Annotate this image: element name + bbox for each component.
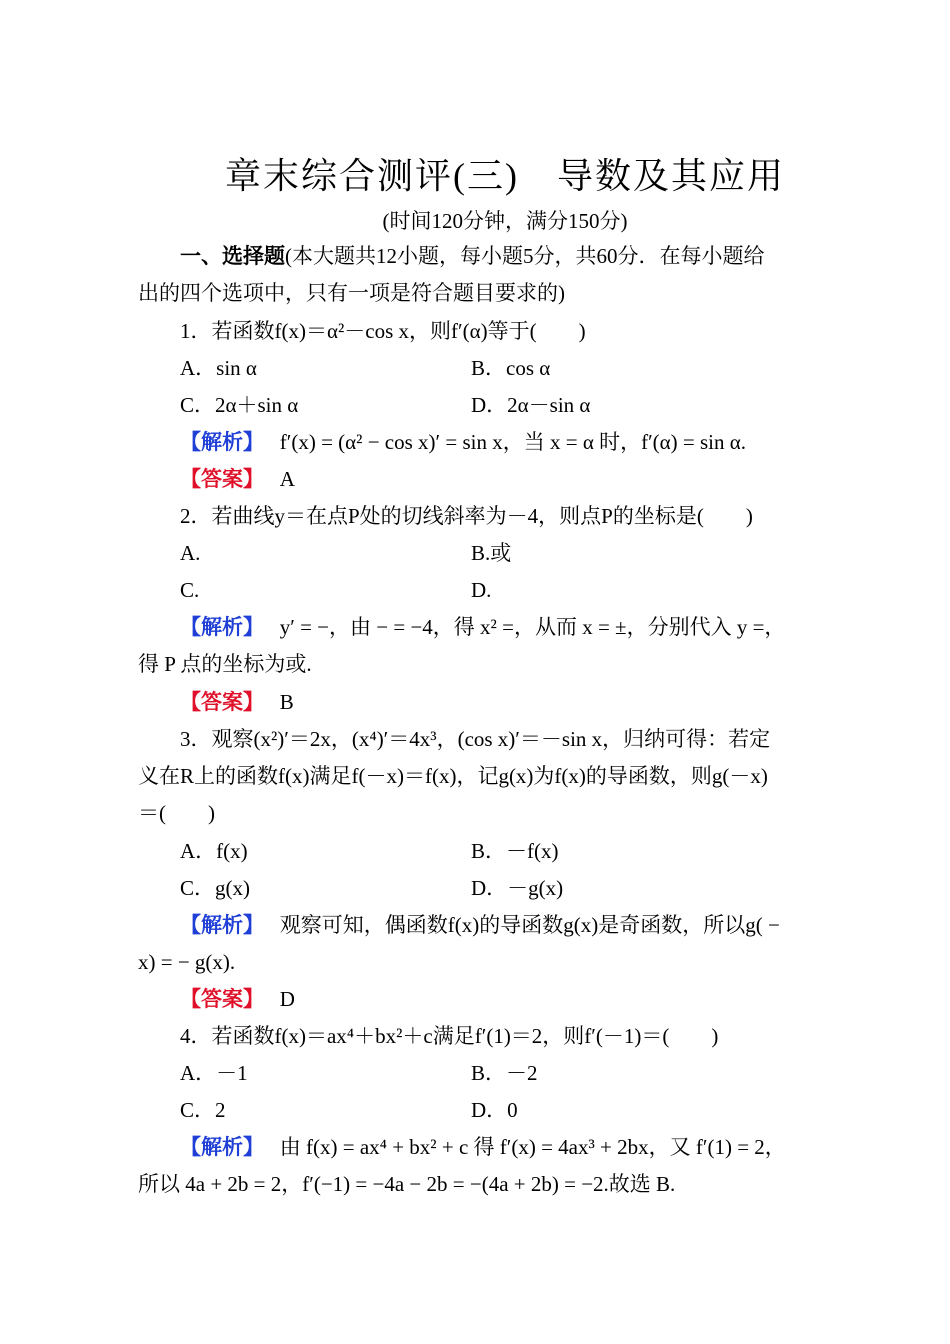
q1-stem: 1．若函数f(x)＝α²－cos x，则f′(α)等于( ) <box>180 319 586 343</box>
q3-stem-3: ＝( ) <box>138 801 215 825</box>
q4-option-d: D．0 <box>471 1098 518 1122</box>
q2-answer-row <box>180 687 294 717</box>
q1-analysis: f′(x) = (α² − cos x)′ = sin x，当 x = α 时，f′(α) = sin α. <box>279 430 747 454</box>
q4-analysis-2: 所以 4a + 2b = 2，f′(−1) = −4a − 2b = −(4a + 2b) = −2.故选 B. <box>138 1172 676 1196</box>
q4-analysis-label: 【解析】 <box>180 1135 264 1159</box>
q4-option-c: C．2 <box>180 1098 226 1122</box>
page-subtitle: (时间120分钟，满分150分) <box>382 209 628 233</box>
q1-answer: A <box>279 467 295 491</box>
q2-option-a: A. <box>180 541 201 565</box>
q2-analysis-1: y′ = −，由 − = −4，得 x² =，从而 x = ±，分别代入 y =， <box>279 615 786 639</box>
q2-option-b: B.或 <box>471 541 512 565</box>
section-desc-2: 出的四个选项中，只有一项是符合题目要求的) <box>138 281 565 305</box>
q3-analysis-2: x) = − g(x). <box>138 950 236 974</box>
q2-stem: 2．若曲线y＝在点P处的切线斜率为－4，则点P的坐标是( ) <box>180 504 753 528</box>
q3-stem-2: 义在R上的函数f(x)满足f(－x)＝f(x)，记g(x)为f(x)的导函数，则g(－x) <box>138 764 768 788</box>
q3-option-a: A．f(x) <box>180 839 248 863</box>
q3-analysis-row <box>180 910 780 940</box>
q2-answer: B <box>279 690 294 714</box>
page-title: 章末综合测评(三) 导数及其应用 <box>225 156 785 196</box>
section-desc-1: (本大题共12小题，每小题5分，共60分．在每小题给 <box>285 244 765 268</box>
q3-analysis-label: 【解析】 <box>180 913 264 937</box>
q1-answer-label: 【答案】 <box>180 467 264 491</box>
q2-analysis-label: 【解析】 <box>180 615 264 639</box>
q3-option-c: C．g(x) <box>180 876 250 900</box>
q4-stem: 4．若函数f(x)＝ax⁴＋bx²＋c满足f′(1)＝2，则f′(－1)＝( ) <box>180 1024 719 1048</box>
q3-stem-1: 3．观察(x²)′＝2x，(x⁴)′＝4x³，(cos x)′＝－sin x，归纳可得：若定 <box>180 727 771 751</box>
q1-option-c: C．2α＋sin α <box>180 393 299 417</box>
q4-analysis-row <box>180 1132 786 1162</box>
q4-option-a: A．－1 <box>180 1061 248 1085</box>
q2-analysis-2: 得 P 点的坐标为或. <box>138 652 312 676</box>
q4-analysis-1: 由 f(x) = ax⁴ + bx² + c 得 f′(x) = 4ax³ + 2bx，又 f′(1) = 2， <box>279 1135 786 1159</box>
q1-option-b: B．cos α <box>471 356 551 380</box>
q2-option-c: C. <box>180 578 200 602</box>
q2-analysis-row <box>180 612 785 642</box>
q1-answer-row <box>180 464 295 494</box>
q3-option-b: B．－f(x) <box>471 839 559 863</box>
q2-option-d: D. <box>471 578 492 602</box>
q4-option-b: B．－2 <box>471 1061 538 1085</box>
q3-answer-label: 【答案】 <box>180 987 264 1011</box>
q1-option-a: A．sin α <box>180 356 257 380</box>
section-header <box>180 241 765 271</box>
q3-answer-row <box>180 984 295 1014</box>
q1-analysis-row <box>180 427 746 457</box>
q3-analysis-1: 观察可知，偶函数f(x)的导函数g(x)是奇函数，所以g( − <box>279 913 780 937</box>
q3-option-d: D．－g(x) <box>471 876 564 900</box>
section-heading: 一、选择题 <box>180 244 285 268</box>
q3-answer: D <box>279 987 295 1011</box>
q2-answer-label: 【答案】 <box>180 690 264 714</box>
q1-analysis-label: 【解析】 <box>180 430 264 454</box>
q1-option-d: D．2α－sin α <box>471 393 591 417</box>
